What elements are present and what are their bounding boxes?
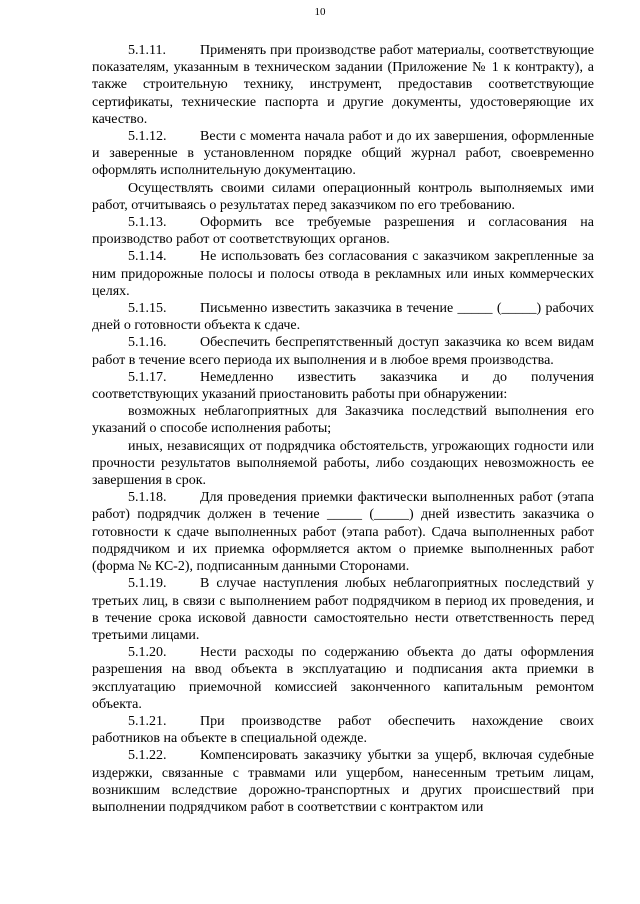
paragraph-operational-control [92, 180, 594, 214]
clause-text: Осуществлять своими силами операционный контроль выполняемых ими работ, отчитываясь о результатах перед заказчиком по его требованию. [92, 180, 594, 213]
clause-number: 5.1.20. [128, 645, 167, 661]
clause-text: Применять при производстве работ материалы, соответствующие показателям, указанным в техническом задании (Приложение № 1 к контракту), а также строительную технику, инструмент, предоставив соответствующие сертификаты, технические паспорта и другие документы, удостоверяющие их качество. [92, 43, 594, 127]
paragraph-5-1-20 [92, 644, 594, 713]
clause-number: 5.1.16. [128, 335, 167, 351]
clause-text: При производстве работ обеспечить нахождение своих работников на объекте в специальной одежде. [92, 713, 594, 747]
clause-text: возможных неблагоприятных для Заказчика последствий выполнения его указаний о способе исполнения работы; [92, 404, 594, 437]
document-body [92, 42, 594, 816]
paragraph-5-1-12 [92, 128, 594, 180]
paragraph-5-1-19 [92, 575, 594, 644]
clause-number: 5.1.15. [128, 301, 167, 317]
clause-number: 5.1.18. [128, 490, 167, 506]
paragraph-5-1-13 [92, 214, 594, 248]
clause-number: 5.1.12. [128, 129, 167, 145]
clause-text: Компенсировать заказчику убытки за ущерб, включая судебные издержки, связанные с травмами или ущербом, нанесенным третьим лицам, возникшим вследствие дорожно-транспортных и других происшествий при выполнении подрядчиком работ в соответствии с контрактом или [92, 748, 594, 815]
paragraph-consequences [92, 403, 594, 437]
clause-text: В случае наступления любых неблагоприятных последствий у третьих лиц, в связи с выполнением работ подрядчиком в период их проведения, и в течение срока исковой давности самостоятельно нести ответственность перед третьими лицами. [92, 576, 594, 643]
paragraph-5-1-11 [92, 42, 594, 128]
paragraph-5-1-18 [92, 489, 594, 575]
paragraph-5-1-21 [92, 713, 594, 747]
paragraph-5-1-22 [92, 747, 594, 816]
paragraph-5-1-17 [92, 369, 594, 403]
clause-number: 5.1.13. [128, 215, 167, 231]
paragraph-5-1-16 [92, 334, 594, 368]
clause-text: Немедленно известить заказчика и до получения соответствующих указаний приостановить работы при обнаружении: [92, 369, 594, 403]
clause-number: 5.1.14. [128, 249, 167, 265]
clause-text: Для проведения приемки фактически выполненных работ (этапа работ) подрядчик должен в течение _____ (_____) дней известить заказчика о готовности к сдаче выполненных работ (этапа работ). Сдача выполненных работ подрядчиком и их приемка оформляется актом о приемке выполненных работ (форма № КС-2), подписанным данными Сторонами. [92, 490, 594, 575]
clause-number: 5.1.22. [128, 748, 167, 764]
clause-number: 5.1.11. [128, 43, 166, 58]
clause-text: Вести с момента начала работ и до их завершения, оформленные и заверенные в установленном порядке общий журнал работ, своевременно оформлять исполнительную документацию. [92, 129, 594, 179]
paragraph-5-1-15 [92, 300, 594, 334]
clause-text: иных, независящих от подрядчика обстоятельств, угрожающих годности или прочности результатов выполняемой работы, либо создающих невозможность ее завершения в срок. [92, 438, 594, 489]
clause-text: Нести расходы по содержанию объекта до даты оформления разрешения на ввод объекта в эксплуатацию и подписания акта приемки в эксплуатацию приемочной комиссией законченного капитальным ремонтом объекта. [92, 645, 594, 712]
clause-number: 5.1.19. [128, 576, 167, 592]
page-number: 10 [314, 6, 326, 18]
clause-text: Письменно известить заказчика в течение _____ (_____) рабочих дней о готовности объекта к сдаче. [92, 301, 594, 334]
paragraph-circumstances [92, 438, 594, 490]
clause-number: 5.1.17. [128, 369, 167, 385]
clause-text: Не использовать без согласования с заказчиком закрепленные за ним придорожные полосы и полосы отвода в рекламных или иных коммерческих целях. [92, 249, 594, 299]
clause-text: Оформить все требуемые разрешения и согласования на производство работ от соответствующих органов. [92, 215, 594, 248]
paragraph-5-1-14 [92, 248, 594, 300]
clause-number: 5.1.21. [128, 713, 167, 729]
clause-text: Обеспечить беспрепятственный доступ заказчика ко всем видам работ в течение всего периода их выполнения и в любое время производства. [92, 335, 594, 368]
